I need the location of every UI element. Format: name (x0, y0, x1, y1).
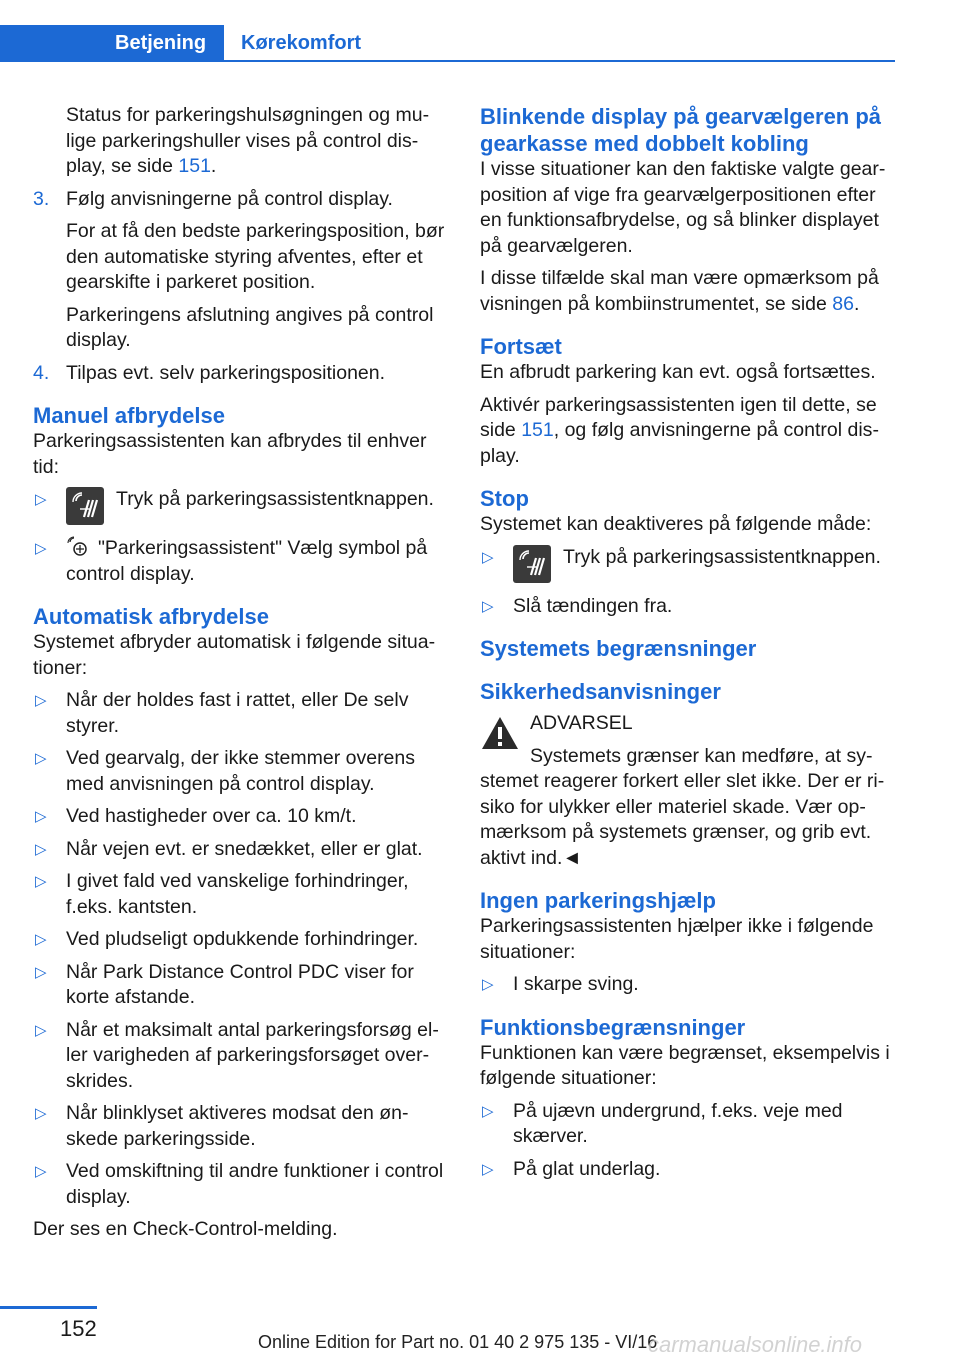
footer-rule (0, 1306, 97, 1309)
warning-triangle-icon (480, 715, 520, 751)
triangle-right-icon: ▷ (482, 1160, 494, 1178)
header-tab-betjening: Betjening (0, 25, 224, 62)
heading-funktionsbegraensninger: Funktionsbegrænsninger (480, 1014, 746, 1040)
heading-manuel-afbrydelse: Manuel afbrydelse (33, 403, 225, 428)
manuel-paragraph: Parkeringsassistenten kan afbrydes til enhver tid: (33, 430, 427, 478)
triangle-right-icon: ▷ (35, 1163, 47, 1180)
warning-text: Systemets grænser kan medføre, at systemet reagerer forkert eller slet ikke. Der er risiko for ulykker eller materiel skade. Vær opmærksom på systemets grænser, og grib evt. aktivt ind.◄ (480, 744, 885, 869)
warning-block (480, 711, 892, 871)
triangle-right-icon: ▷ (35, 808, 47, 825)
heading-blinkende-display: Blinkende display på gearvælgeren på gearkasse med dobbelt kobling (480, 104, 882, 156)
fortsaet-paragraph-2: Aktivér parkeringsassistenten igen til dette, se side 151, og følg anvisningerne på control display. (480, 393, 879, 467)
heading-sikkerhedsanvisninger: Sikkerhedsanvisninger (480, 679, 721, 704)
park-assist-button-icon (513, 545, 551, 583)
list-item: ▷ Ved omskiftning til andre funktioner i control display. (35, 1160, 444, 1208)
triangle-right-icon: ▷ (482, 976, 494, 993)
list-item: ▷ Når der holdes fast i rattet, eller De selv styrer. (35, 689, 409, 737)
heading-ingen-parkeringshjaelp: Ingen parkeringshjælp (480, 888, 716, 913)
triangle-right-icon: ▷ (35, 873, 47, 890)
list-item: ▷ På glat underlag. (480, 1157, 892, 1183)
header-tab-korekomfort: Kørekomfort (241, 32, 362, 54)
status-paragraph: Status for parkeringshulsøgningen og mulige parkeringshuller vises på control display, se side 151. (66, 104, 430, 177)
list-item: ▷ Slå tændingen fra. (480, 594, 892, 620)
park-assist-symbol-icon (66, 536, 92, 560)
step-number: 3. (33, 187, 50, 210)
list-item: ▷ I givet fald ved vanskelige forhindringer, f.eks. kantsten. (35, 870, 409, 918)
list-item: ▷ Ved gearvalg, der ikke stemmer overens med anvisningen på control display. (35, 747, 416, 795)
watermark: carmanualsonline.info (648, 1332, 863, 1357)
triangle-right-icon: ▷ (35, 692, 47, 709)
page-link-151[interactable]: 151 (178, 155, 211, 177)
warning-title: ADVARSEL (530, 712, 633, 734)
list-item: ▷ Tryk på parkeringsassistentknappen. (480, 545, 892, 587)
list-item: ▷ På ujævn undergrund, f.eks. veje med skærver. (482, 1099, 843, 1147)
list-item: ▷ Ved hastigheder over ca. 10 km/t. (33, 804, 448, 830)
auto-list (33, 688, 448, 1210)
triangle-right-icon: ▷ (482, 597, 494, 615)
page-number: 152 (60, 1316, 97, 1341)
triangle-right-icon: ▷ (35, 540, 47, 557)
ingen-paragraph: Parkeringsassistenten hjælper ikke i følgende situationer: (480, 915, 874, 963)
page-link-151[interactable]: 151 (521, 419, 554, 441)
blink-paragraph-2: I disse tilfælde skal man være opmærksom på visningen på kombiinstrumentet, se side 86. (480, 267, 879, 315)
triangle-right-icon: ▷ (35, 840, 47, 858)
page-link-86[interactable]: 86 (832, 292, 854, 315)
list-item: ▷ I skarpe sving. (480, 972, 892, 998)
triangle-right-icon: ▷ (35, 750, 47, 767)
triangle-right-icon: ▷ (35, 931, 47, 948)
triangle-right-icon: ▷ (482, 548, 494, 566)
step-3-note-2: Parkeringens afslutning angives på control display. (66, 303, 434, 351)
step-3-note-1: For at få den bedste parkeringsposition, bør den automatiske styring afventes, efter et gearskifte i parkeret position. (66, 220, 445, 293)
right-column (480, 103, 892, 1189)
step-3: 3. Følg anvisningerne på control display. (33, 187, 448, 213)
list-item: ▷ Ved pludseligt opdukkende forhindringer. (33, 927, 448, 953)
triangle-right-icon: ▷ (35, 963, 47, 981)
fortsaet-paragraph-1: En afbrudt parkering kan evt. også fortsættes. (480, 361, 876, 383)
heading-systemets-begraensninger: Systemets begrænsninger (480, 636, 757, 661)
check-control-note: Der ses en Check-Control-melding. (33, 1218, 338, 1240)
park-assist-button-icon (66, 487, 104, 525)
left-column (33, 103, 448, 1250)
heading-fortsaet: Fortsæt (480, 334, 562, 359)
list-item: ▷ Når vejen evt. er snedækket, eller er glat. (33, 837, 448, 863)
triangle-right-icon: ▷ (482, 1102, 494, 1120)
funktion-paragraph: Funktionen kan være begrænset, eksempelvis i følgende situationer: (480, 1041, 890, 1089)
list-item: ▷ Når Park Distance Control PDC viser for korte afstande. (35, 960, 414, 1008)
stop-paragraph: Systemet kan deaktiveres på følgende måde: (480, 513, 872, 535)
triangle-right-icon: ▷ (35, 1021, 47, 1039)
list-item: ▷ Når blinklyset aktiveres modsat den ønskede parkeringsside. (35, 1102, 409, 1150)
edition-text: Online Edition for Part no. 01 40 2 975 135 - VI/16 (258, 1332, 658, 1352)
heading-stop: Stop (480, 486, 529, 511)
step-number: 4. (33, 361, 50, 384)
triangle-right-icon: ▷ (35, 1105, 47, 1122)
list-item: ▷ Når et maksimalt antal parkeringsforsøg eller varigheden af parkeringsforsøget overskrides. (35, 1018, 439, 1092)
list-item: ▷ "Parkeringsassistent" Vælg symbol på control display. (35, 537, 428, 585)
list-item: ▷ Tryk på parkeringsassistentknappen. (33, 487, 448, 529)
step-4: 4. Tilpas evt. selv parkeringspositionen. (33, 361, 448, 387)
heading-automatisk-afbrydelse: Automatisk afbrydelse (33, 604, 269, 629)
auto-paragraph: Systemet afbryder automatisk i følgende situationer: (33, 631, 436, 679)
triangle-right-icon: ▷ (35, 491, 47, 508)
blink-paragraph-1: I visse situationer kan den faktiske valgte gearposition af vige fra gearvælgerpositionen efter en funktionsafbrydelse, og så blinker displayet på gearvælgeren. (480, 158, 886, 257)
